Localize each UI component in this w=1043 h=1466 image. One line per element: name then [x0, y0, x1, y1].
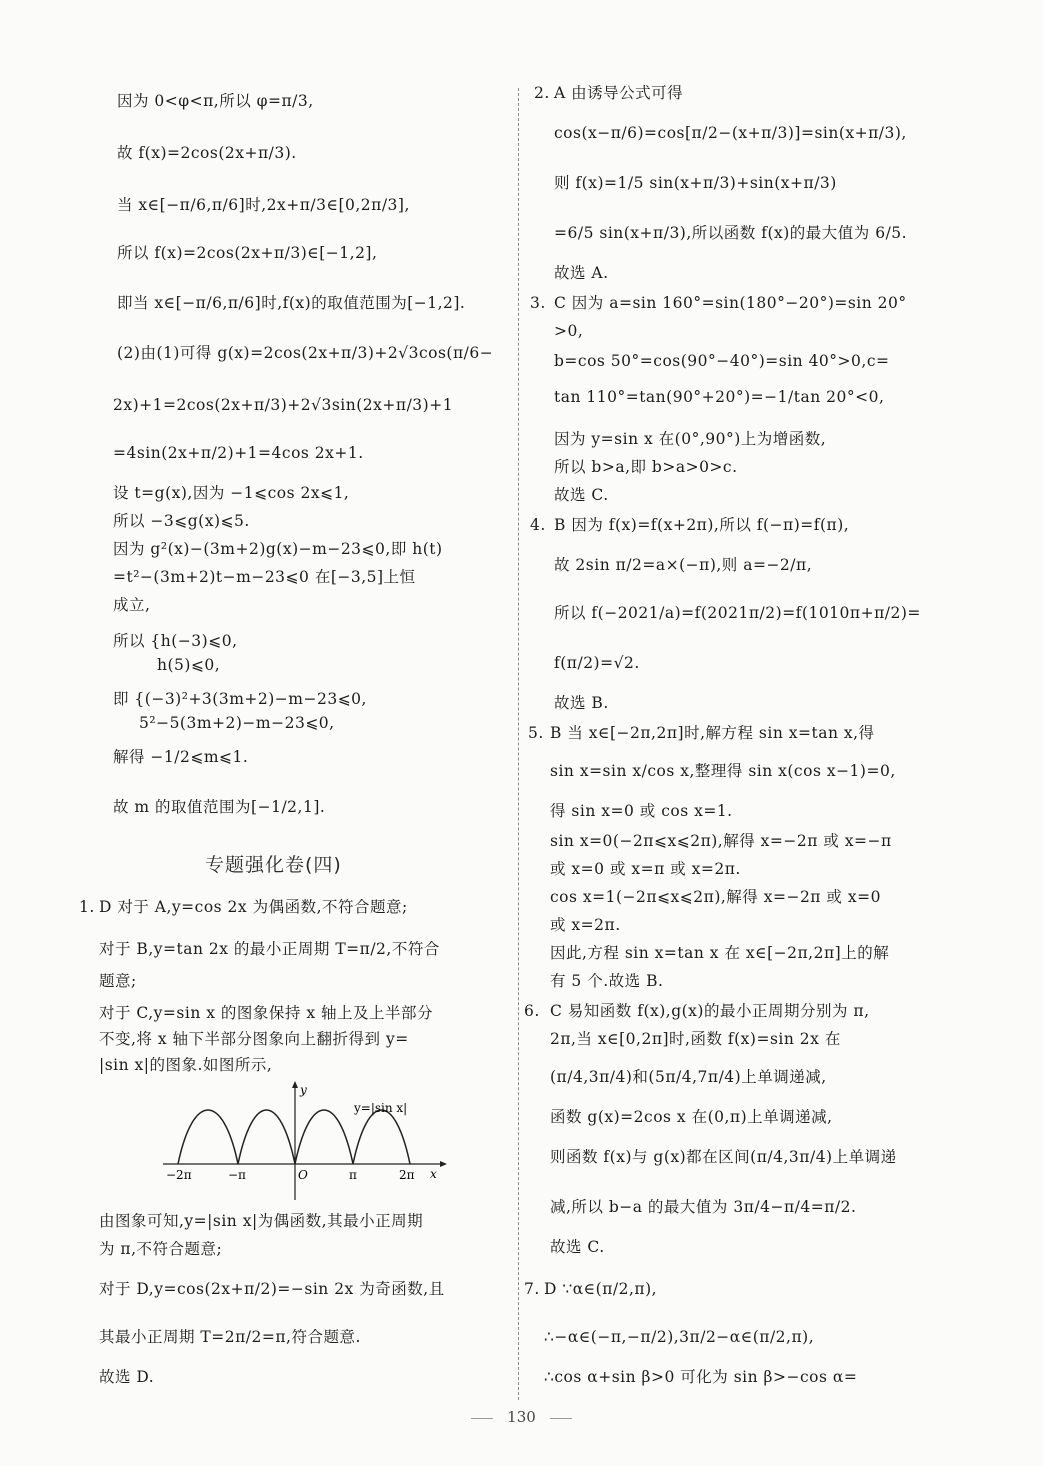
text-line: >0,	[554, 322, 584, 340]
question-number: 2.	[534, 84, 550, 102]
tick-label: π	[349, 1168, 357, 1182]
footer-dash-left	[471, 1418, 493, 1419]
text-line: tan 110°=tan(90°+20°)=−1/tan 20°<0,	[554, 388, 885, 406]
tick-label: −2π	[166, 1168, 192, 1182]
text-line: D 对于 A,y=cos 2x 为偶函数,不符合题意;	[99, 898, 408, 916]
text-line: sin x=0(−2π⩽x⩽2π),解得 x=−2π 或 x=−π	[550, 832, 892, 850]
text-line: cos x=1(−2π⩽x⩽2π),解得 x=−2π 或 x=0	[550, 888, 881, 906]
text-line: 不变,将 x 轴下半部分图象向上翻折得到 y=	[99, 1030, 409, 1048]
text-line: 则函数 f(x)与 g(x)都在区间(π/4,3π/4)上单调递	[550, 1148, 897, 1166]
text-line: 故选 A.	[554, 264, 609, 282]
text-line: 故 m 的取值范围为[−1/2,1].	[113, 798, 326, 816]
text-line: h(5)⩽0,	[157, 656, 221, 674]
text-line: ∴cos α+sin β>0 可化为 sin β>−cos α=	[544, 1368, 858, 1386]
text-line: (2)由(1)可得 g(x)=2cos(2x+π/3)+2√3cos(π/6−	[117, 344, 494, 362]
x-axis-label: x	[430, 1167, 437, 1181]
text-line: 或 x=0 或 x=π 或 x=2π.	[550, 860, 741, 878]
tick-label: O	[298, 1168, 308, 1182]
abs-sine-graph	[158, 1080, 448, 1202]
text-line: |sin x|的图象.如图所示,	[99, 1056, 273, 1074]
question-number: 6.	[524, 1002, 540, 1020]
text-line: 故选 C.	[550, 1238, 605, 1256]
text-line: 所以 f(x)=2cos(2x+π/3)∈[−1,2],	[117, 244, 378, 262]
text-line: 设 t=g(x),因为 −1⩽cos 2x⩽1,	[113, 484, 350, 502]
text-line: 故选 D.	[99, 1368, 155, 1386]
text-line: 减,所以 b−a 的最大值为 3π/4−π/4=π/2.	[550, 1198, 857, 1216]
text-line: A 由诱导公式可得	[554, 84, 684, 102]
text-line: (π/4,3π/4)和(5π/4,7π/4)上单调递减,	[550, 1068, 827, 1086]
text-line: B 当 x∈[−2π,2π]时,解方程 sin x=tan x,得	[550, 724, 875, 742]
text-line: 则 f(x)=1/5 sin(x+π/3)+sin(x+π/3)	[554, 174, 837, 192]
text-line: 因为 g²(x)−(3m+2)g(x)−m−23⩽0,即 h(t)	[113, 540, 443, 558]
text-line: b=cos 50°=cos(90°−40°)=sin 40°>0,c=	[554, 352, 890, 370]
text-line: 对于 D,y=cos(2x+π/2)=−sin 2x 为奇函数,且	[99, 1280, 445, 1298]
text-line: 为 π,不符合题意;	[99, 1240, 223, 1258]
curve-abs-sin	[178, 1110, 410, 1164]
text-line: 所以 −3⩽g(x)⩽5.	[113, 512, 250, 530]
text-line: 因为 y=sin x 在(0°,90°)上为增函数,	[554, 430, 827, 448]
text-line: 故选 B.	[554, 694, 609, 712]
text-line: 5²−5(3m+2)−m−23⩽0,	[139, 714, 335, 732]
page-number: 130	[507, 1408, 536, 1426]
text-line: 即当 x∈[−π/6,π/6]时,f(x)的取值范围为[−1,2].	[117, 294, 466, 312]
curve-label: y=|sin x|	[354, 1101, 408, 1115]
footer-dash-right	[550, 1418, 572, 1419]
text-line: D ∵α∈(π/2,π),	[544, 1280, 658, 1298]
text-line: 题意;	[99, 972, 137, 990]
text-line: 有 5 个.故选 B.	[550, 972, 664, 990]
question-number: 3.	[530, 294, 546, 312]
tick-label: 2π	[399, 1168, 415, 1182]
text-line: 其最小正周期 T=2π/2=π,符合题意.	[99, 1328, 361, 1346]
text-line: f(π/2)=√2.	[554, 654, 640, 672]
section-title: 专题强化卷(四)	[205, 854, 342, 876]
text-line: 故 2sin π/2=a×(−π),则 a=−2/π,	[554, 556, 813, 574]
text-line: 因此,方程 sin x=tan x 在 x∈[−2π,2π]上的解	[550, 944, 890, 962]
text-line: 成立,	[113, 596, 151, 614]
text-line: C 因为 a=sin 160°=sin(180°−20°)=sin 20°	[554, 294, 907, 312]
text-line: 2x)+1=2cos(2x+π/3)+2√3sin(2x+π/3)+1	[113, 396, 454, 414]
y-axis-label: y	[300, 1083, 307, 1097]
column-divider	[518, 88, 519, 1400]
text-line: 故 f(x)=2cos(2x+π/3).	[117, 144, 297, 162]
page-number-footer	[0, 1408, 1043, 1426]
text-line: =4sin(2x+π/2)+1=4cos 2x+1.	[113, 444, 364, 462]
text-line: 所以 f(−2021/a)=f(2021π/2)=f(1010π+π/2)=	[554, 604, 921, 622]
text-line: 解得 −1/2⩽m⩽1.	[113, 748, 249, 766]
question-number: 4.	[530, 516, 546, 534]
text-line: =t²−(3m+2)t−m−23⩽0 在[−3,5]上恒	[113, 568, 416, 586]
text-line: 函数 g(x)=2cos x 在(0,π)上单调递减,	[550, 1108, 833, 1126]
y-axis-arrow	[292, 1081, 298, 1088]
text-line: 由图象可知,y=|sin x|为偶函数,其最小正周期	[99, 1212, 424, 1230]
text-line: 得 sin x=0 或 cos x=1.	[550, 802, 733, 820]
text-line: =6/5 sin(x+π/3),所以函数 f(x)的最大值为 6/5.	[554, 224, 908, 242]
text-line: ∴−α∈(−π,−π/2),3π/2−α∈(π/2,π),	[544, 1328, 815, 1346]
x-axis-arrow	[440, 1161, 447, 1167]
tick-label: −π	[228, 1168, 246, 1182]
text-line: 所以 {h(−3)⩽0,	[113, 632, 238, 650]
text-line: sin x=sin x/cos x,整理得 sin x(cos x−1)=0,	[550, 762, 896, 780]
text-line: C 易知函数 f(x),g(x)的最小正周期分别为 π,	[550, 1002, 870, 1020]
text-line: B 因为 f(x)=f(x+2π),所以 f(−π)=f(π),	[554, 516, 850, 534]
text-line: cos(x−π/6)=cos[π/2−(x+π/3)]=sin(x+π/3),	[554, 124, 907, 142]
text-line: 对于 C,y=sin x 的图象保持 x 轴上及上半部分	[99, 1004, 433, 1022]
text-line: 当 x∈[−π/6,π/6]时,2x+π/3∈[0,2π/3],	[117, 196, 410, 214]
question-number: 1.	[79, 898, 95, 916]
text-line: 故选 C.	[554, 486, 609, 504]
text-line: 或 x=2π.	[550, 916, 621, 934]
question-number: 5.	[528, 724, 544, 742]
question-number: 7.	[524, 1280, 540, 1298]
text-line: 因为 0<φ<π,所以 φ=π/3,	[117, 92, 314, 110]
text-line: 即 {(−3)²+3(3m+2)−m−23⩽0,	[113, 690, 367, 708]
text-line: 所以 b>a,即 b>a>0>c.	[554, 458, 738, 476]
text-line: 对于 B,y=tan 2x 的最小正周期 T=π/2,不符合	[99, 940, 440, 958]
text-line: 2π,当 x∈[0,2π]时,函数 f(x)=sin 2x 在	[550, 1030, 841, 1048]
